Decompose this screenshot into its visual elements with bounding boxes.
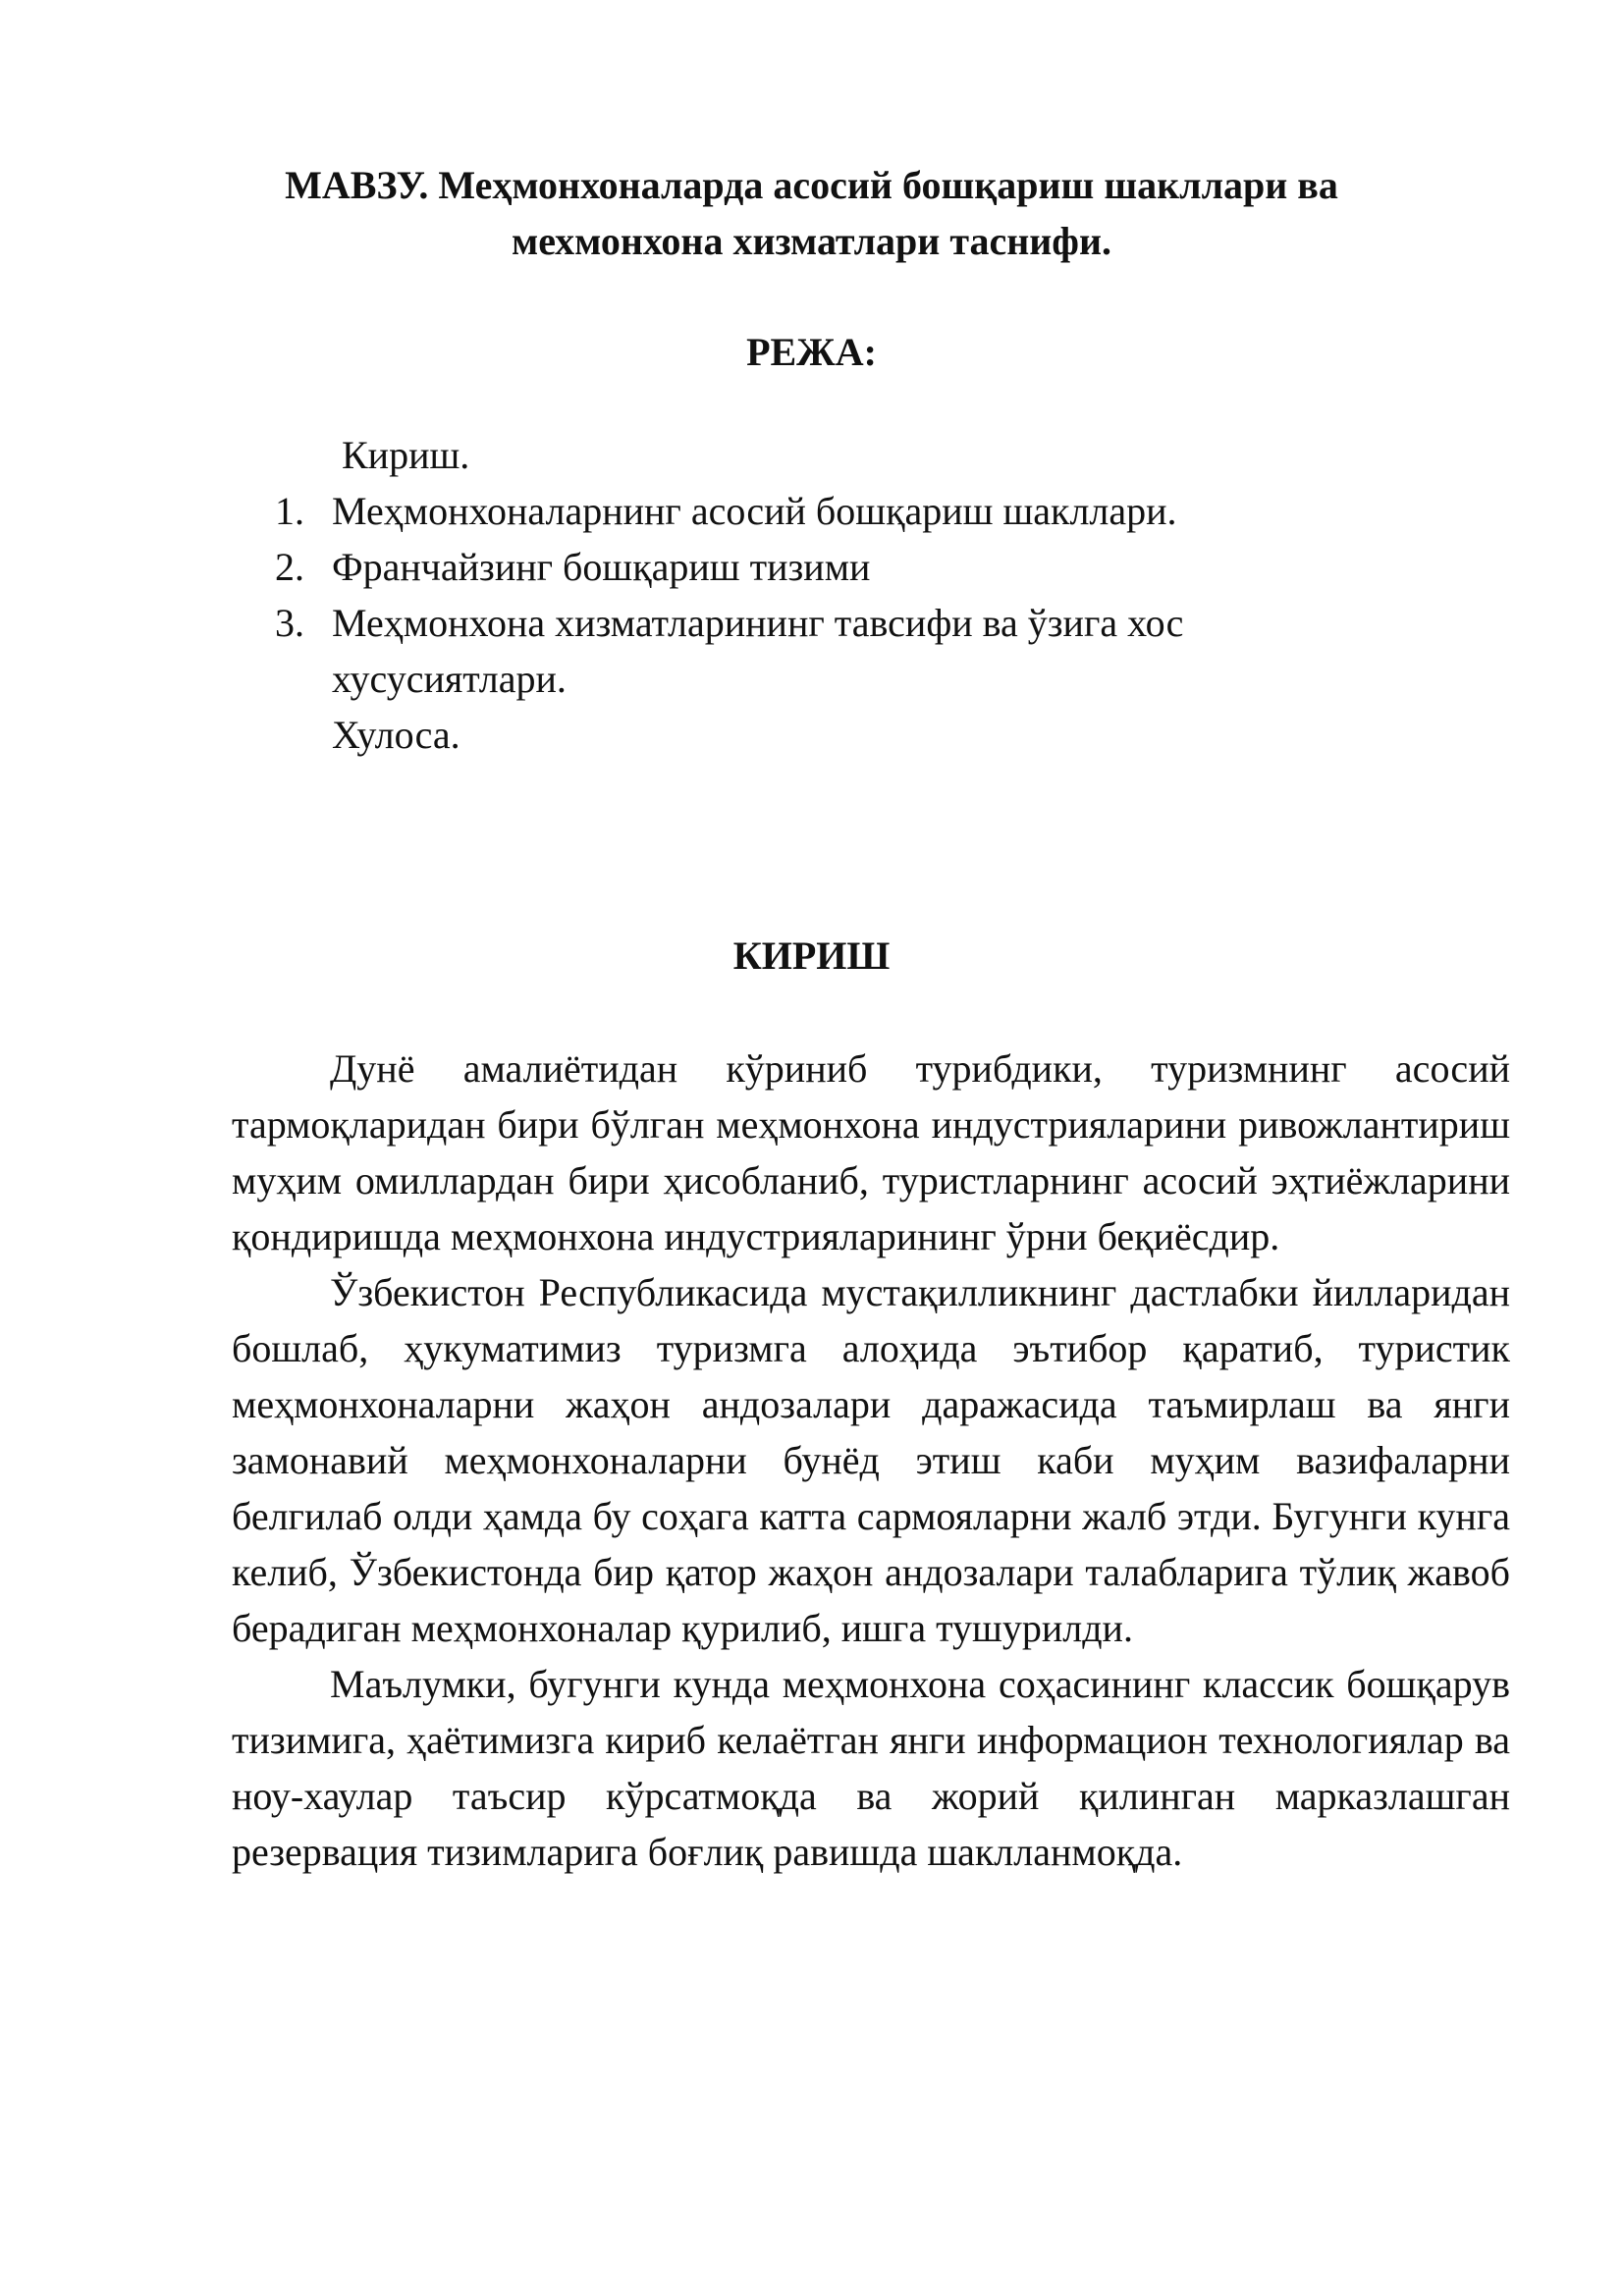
paragraph-2: Ўзбекистон Республикасида мустақилликнинг дастлабки йилларидан бошлаб, ҳукуматимиз туризмга алоҳида эътибор қаратиб, туристик меҳмонхоналарни жаҳон андозалари даражасида таъмирлаш ва янги замонавий меҳмонхоналарни бунёд этиш каби муҳим вазифаларни белгилаб олди ҳамда бу соҳага катта сармояларни жалб этди. Бугунги кунга келиб, Ўзбекистонда бир қатор жаҳон андозалари талабларига тўлиқ жавоб берадиган меҳмонхоналар қурилиб, ишга тушурилди. bbox=[232, 1270, 1510, 1650]
introduction-body bbox=[232, 1041, 1510, 1880]
paragraph-3: Маълумки, бугунги кунда меҳмонхона соҳасининг классик бошқарув тизимига, ҳаётимизга кириб келаётган янги информацион технологиялар ва ноу-хаулар таъсир кўрсатмоқда ва жорий қилинган марказлашган резервация тизимларига боғлиқ равишда шаклланмоқда. bbox=[232, 1662, 1510, 1874]
section-heading-introduction: КИРИШ bbox=[732, 934, 891, 978]
plan-item-text: Франчайзинг бошқариш тизими bbox=[332, 545, 871, 589]
plan-intro bbox=[275, 427, 1355, 483]
plan-item-number: 3. bbox=[275, 601, 304, 645]
paragraph-1: Дунё амалиётидан кўриниб турибдики, туризмнинг асосий тармоқларидан бири бўлган меҳмонхона индустрияларини ривожлантириш муҳим омиллардан бири ҳисобланиб, туристларнинг асосий эҳтиёжларини қондиришда меҳмонхона индустрияларининг ўрни беқиёсдир. bbox=[232, 1046, 1510, 1258]
document-title-line-1: МАВЗУ. Меҳмонхоналарда асосий бошқариш шакллари ва bbox=[285, 163, 1338, 207]
plan-item-1 bbox=[275, 483, 1355, 539]
document-title bbox=[196, 157, 1427, 269]
plan-item-text: Меҳмонхона хизматларининг тавсифи ва ўзига хос хусусиятлари. bbox=[332, 601, 1184, 701]
plan-item-text: Меҳмонхоналарнинг асосий бошқариш шакллари. bbox=[332, 489, 1177, 533]
plan-item-number: 2. bbox=[275, 545, 304, 589]
plan-conclusion-text: Хулоса. bbox=[332, 713, 460, 757]
plan-item-number: 1. bbox=[275, 489, 304, 533]
plan-conclusion bbox=[275, 707, 1355, 763]
document-title-line-2: мехмонхона хизматлари таснифи. bbox=[511, 219, 1112, 263]
plan-item-2 bbox=[275, 539, 1355, 595]
plan-list bbox=[275, 427, 1355, 763]
plan-item-3 bbox=[275, 595, 1355, 707]
plan-heading: РЕЖА: bbox=[746, 330, 877, 374]
plan-intro-text: Кириш. bbox=[342, 433, 470, 477]
